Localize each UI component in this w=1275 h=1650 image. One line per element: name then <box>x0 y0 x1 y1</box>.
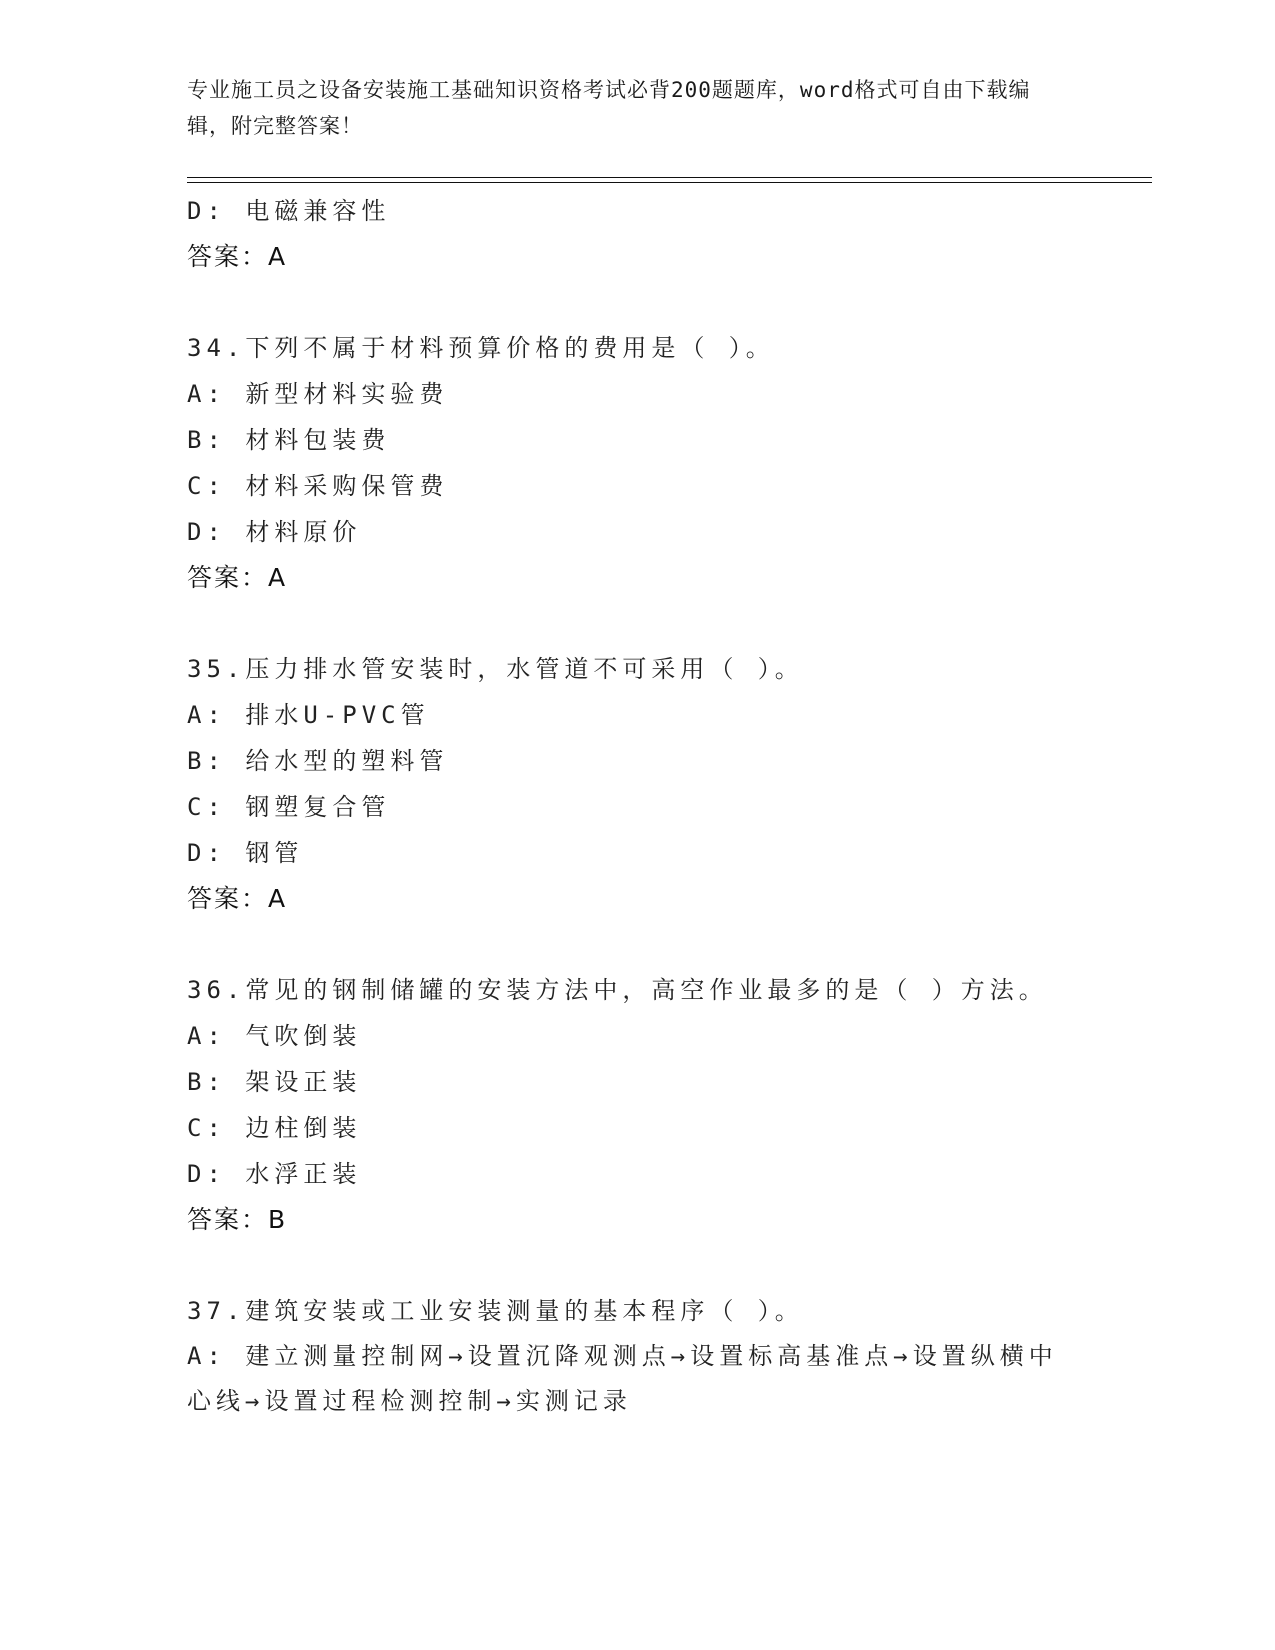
option-a: A: 气吹倒装 <box>187 1022 362 1050</box>
option-c: C: 钢塑复合管 <box>187 793 391 821</box>
option-d: D: 材料原价 <box>187 518 362 546</box>
option-a: A: 新型材料实验费 <box>187 380 449 408</box>
question-stem: 34.下列不属于材料预算价格的费用是（ ）。 <box>187 334 775 362</box>
previous-option-d: D: 电磁兼容性 <box>187 197 391 225</box>
previous-answer: 答案：A <box>187 242 288 271</box>
option-b: B: 材料包装费 <box>187 426 391 454</box>
option-c: C: 材料采购保管费 <box>187 472 449 500</box>
question-37 <box>187 1288 1087 1424</box>
answer: 答案：A <box>187 563 288 592</box>
question-stem: 35.压力排水管安装时，水管道不可采用（ ）。 <box>187 655 804 683</box>
question-stem: 37.建筑安装或工业安装测量的基本程序（ ）。 <box>187 1297 804 1325</box>
question-36 <box>187 967 1087 1243</box>
question-35 <box>187 646 1087 922</box>
question-list <box>187 188 1087 1424</box>
answer: 答案：B <box>187 1205 288 1234</box>
option-b: B: 架设正装 <box>187 1068 362 1096</box>
question-stem: 36.常见的钢制储罐的安装方法中，高空作业最多的是（ ）方法。 <box>187 976 1048 1004</box>
header-divider <box>187 177 1152 178</box>
header-divider-double <box>187 182 1152 183</box>
answer: 答案：A <box>187 884 288 913</box>
option-d: D: 水浮正装 <box>187 1160 362 1188</box>
option-d: D: 钢管 <box>187 839 304 867</box>
option-a: A: 排水U-PVC管 <box>187 701 430 729</box>
option-a: A: 建立测量控制网→设置沉降观测点→设置标高基准点→设置纵横中心线→设置过程检测控制→实测记录 <box>187 1342 1058 1415</box>
question-34 <box>187 325 1087 601</box>
option-b: B: 给水型的塑料管 <box>187 747 449 775</box>
document-header: 专业施工员之设备安装施工基础知识资格考试必背200题题库，word格式可自由下载编辑，附完整答案！ <box>187 78 1031 138</box>
option-c: C: 边柱倒装 <box>187 1114 362 1142</box>
